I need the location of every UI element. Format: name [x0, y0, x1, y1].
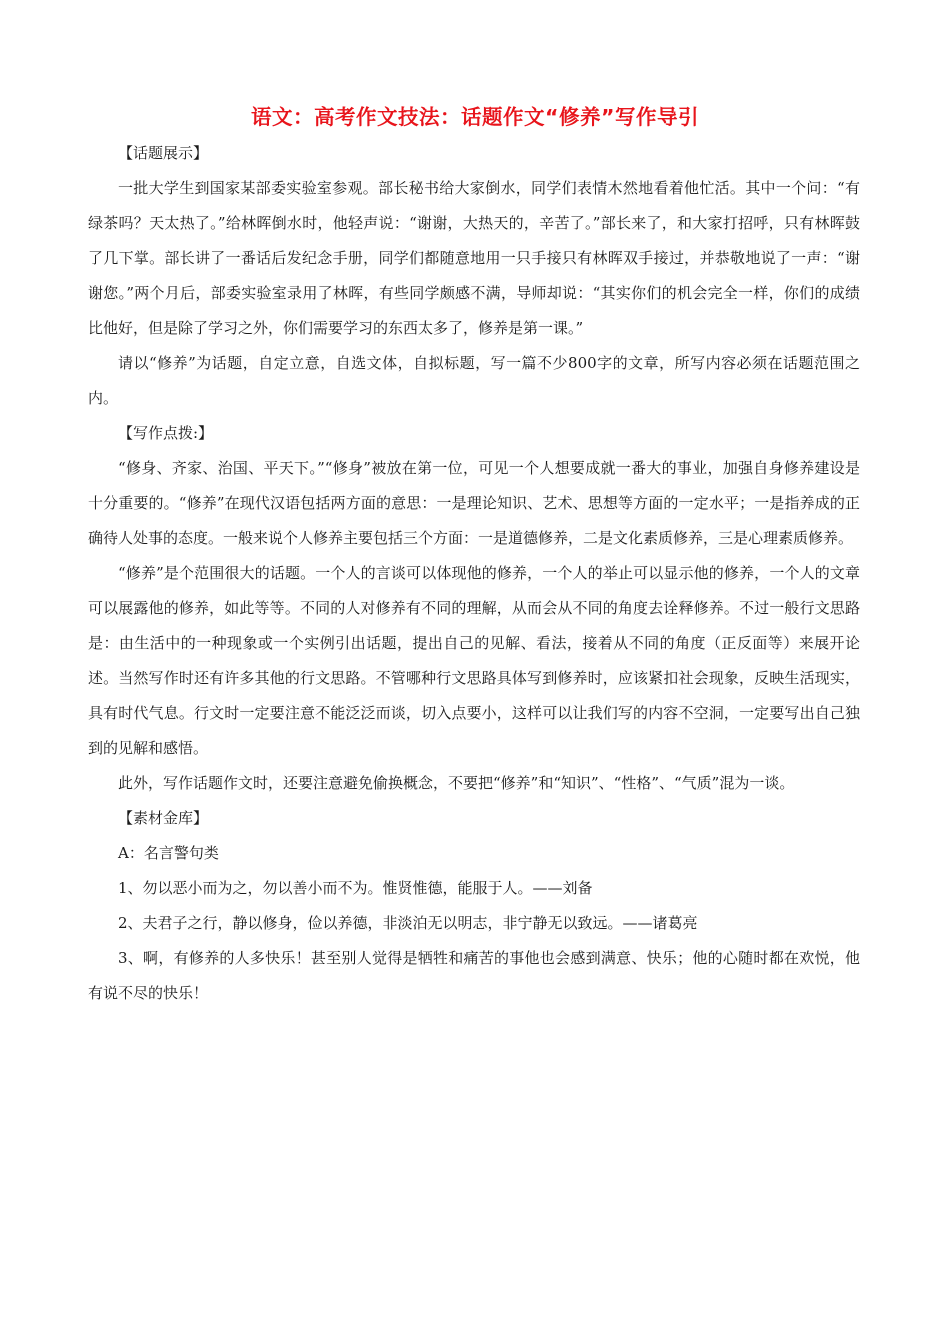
quote-3: 3、啊，有修养的人多快乐！甚至别人觉得是牺牲和痛苦的事他也会感到满意、快乐；他的心随时都在欢悦，他有说不尽的快乐！ [88, 949, 860, 1002]
section-header-guide: 【写作点拨:】 [118, 424, 214, 442]
guide-paragraph-1: “修身、齐家、治国、平天下。”“修身”被放在第一位，可见一个人想要成就一番大的事业，加强自身修养建设是十分重要的。“修养”在现代汉语包括两方面的意思：一是理论知识、艺术、思想等方面的一定水平；一是指养成的正确待人处事的态度。一般来说个人修养主要包括三个方面：一是道德修养，二是文化素质修养，三是心理素质修养。 [88, 459, 860, 547]
document-title: 语文：高考作文技法：话题作文“修养”写作导引 [251, 105, 699, 129]
guide-paragraph-2: “修养”是个范围很大的话题。一个人的言谈可以体现他的修养，一个人的举止可以显示他的修养，一个人的文章可以展露他的修养，如此等等。不同的人对修养有不同的理解，从而会从不同的角度去诠释修养。不过一般行文思路是：由生活中的一种现象或一个实例引出话题，提出自己的见解、看法，接着从不同的角度（正反面等）来展开论述。当然写作时还有许多其他的行文思路。不管哪种行文思路具体写到修养时，应该紧扣社会现象，反映生活现实，具有时代气息。行文时一定要注意不能泛泛而谈，切入点要小，这样可以让我们写的内容不空洞，一定要写出自己独到的见解和感悟。 [88, 564, 860, 757]
material-subheader: A：名言警句类 [118, 844, 219, 862]
section-header-material: 【素材金库】 [118, 809, 209, 827]
guide-paragraph-3: 此外，写作话题作文时，还要注意避免偷换概念，不要把“修养”和“知识”、“性格”、“气质”混为一谈。 [118, 774, 795, 792]
quote-1: 1、勿以恶小而为之，勿以善小而不为。惟贤惟德，能服于人。——刘备 [118, 879, 593, 897]
document-body [88, 136, 860, 1011]
topic-paragraph-2: 请以“修养”为话题，自定立意，自选文体，自拟标题，写一篇不少800字的文章，所写内容必须在话题范围之内。 [88, 354, 860, 407]
quote-2: 2、夫君子之行，静以修身，俭以养德，非淡泊无以明志，非宁静无以致远。——诸葛亮 [118, 914, 698, 932]
section-header-topic: 【话题展示】 [118, 144, 209, 162]
topic-paragraph-1: 一批大学生到国家某部委实验室参观。部长秘书给大家倒水，同学们表情木然地看着他忙活。其中一个问：“有绿茶吗？天太热了。”给林晖倒水时，他轻声说：“谢谢，大热天的，辛苦了。”部长来了，和大家打招呼，只有林晖鼓了几下掌。部长讲了一番话后发纪念手册，同学们都随意地用一只手接只有林晖双手接过，并恭敬地说了一声：“谢谢您。”两个月后，部委实验室录用了林晖，有些同学颇感不满，导师却说：“其实你们的机会完全一样，你们的成绩比他好，但是除了学习之外，你们需要学习的东西太多了，修养是第一课。” [88, 179, 860, 337]
